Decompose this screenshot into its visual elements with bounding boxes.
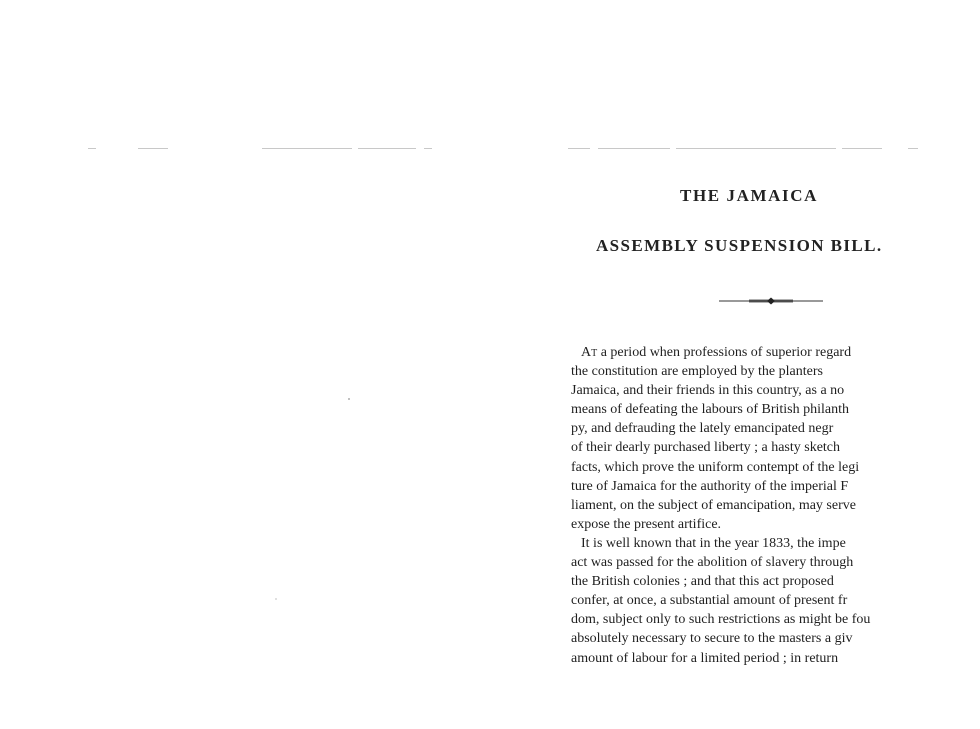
- dropcap-word: At: [581, 345, 598, 360]
- scan-artifact-line: [568, 148, 590, 149]
- scan-artifact-line: [908, 148, 918, 149]
- scan-artifact-line: [262, 148, 352, 149]
- paragraph-1-line: expose the present artifice.: [571, 516, 722, 532]
- paragraph-1-line: of their dearly purchased liberty ; a hasty sketch: [571, 440, 841, 456]
- scan-artifact-line: [358, 148, 416, 149]
- scan-artifact-line: [88, 148, 96, 149]
- paragraph-2-line: confer, at once, a substantial amount of present fr: [571, 593, 848, 609]
- paragraph-1-line: means of defeating the labours of British philanth: [571, 402, 849, 418]
- paragraph-1-line: the constitution are employed by the planters: [571, 364, 823, 380]
- right-page: [490, 0, 980, 729]
- paragraph-1-line: liament, on the subject of emancipation, may serve: [571, 497, 856, 513]
- scan-artifact-line: [676, 148, 836, 149]
- paragraph-2-line: dom, subject only to such restrictions as might be fou: [571, 612, 871, 628]
- paragraph-2-line: the British colonies ; and that this act proposed: [571, 574, 834, 590]
- document-title: THE JAMAICA: [680, 186, 819, 205]
- scan-artifact-line: [424, 148, 432, 149]
- paragraph-1-line: ture of Jamaica for the authority of the imperial F: [571, 478, 849, 494]
- paragraph-1-line: py, and defrauding the lately emancipated negr: [571, 421, 834, 437]
- scan-artifact-line: [598, 148, 670, 149]
- document-subtitle: ASSEMBLY SUSPENSION BILL.: [596, 236, 883, 255]
- scan-speck: [275, 598, 277, 600]
- paragraph-2-line: absolutely necessary to secure to the masters a giv: [571, 631, 853, 647]
- paragraph-1-line-1: At a period when professions of superior regard: [581, 345, 852, 360]
- scan-speck: [348, 398, 350, 400]
- body-text: [571, 343, 921, 673]
- paragraph-2-line: amount of labour for a limited period ; in return: [571, 650, 839, 666]
- scan-artifact-line: [842, 148, 882, 149]
- paragraph-2-line: act was passed for the abolition of slavery through: [571, 555, 854, 571]
- paragraph-1-line: facts, which prove the uniform contempt of the legi: [571, 459, 860, 475]
- ornamental-rule-icon: [719, 296, 823, 306]
- paragraph-2-line: It is well known that in the year 1833, the impe: [581, 535, 846, 551]
- scan-artifact-line: [138, 148, 168, 149]
- paragraph-1-line: Jamaica, and their friends in this country, as a no: [571, 383, 845, 399]
